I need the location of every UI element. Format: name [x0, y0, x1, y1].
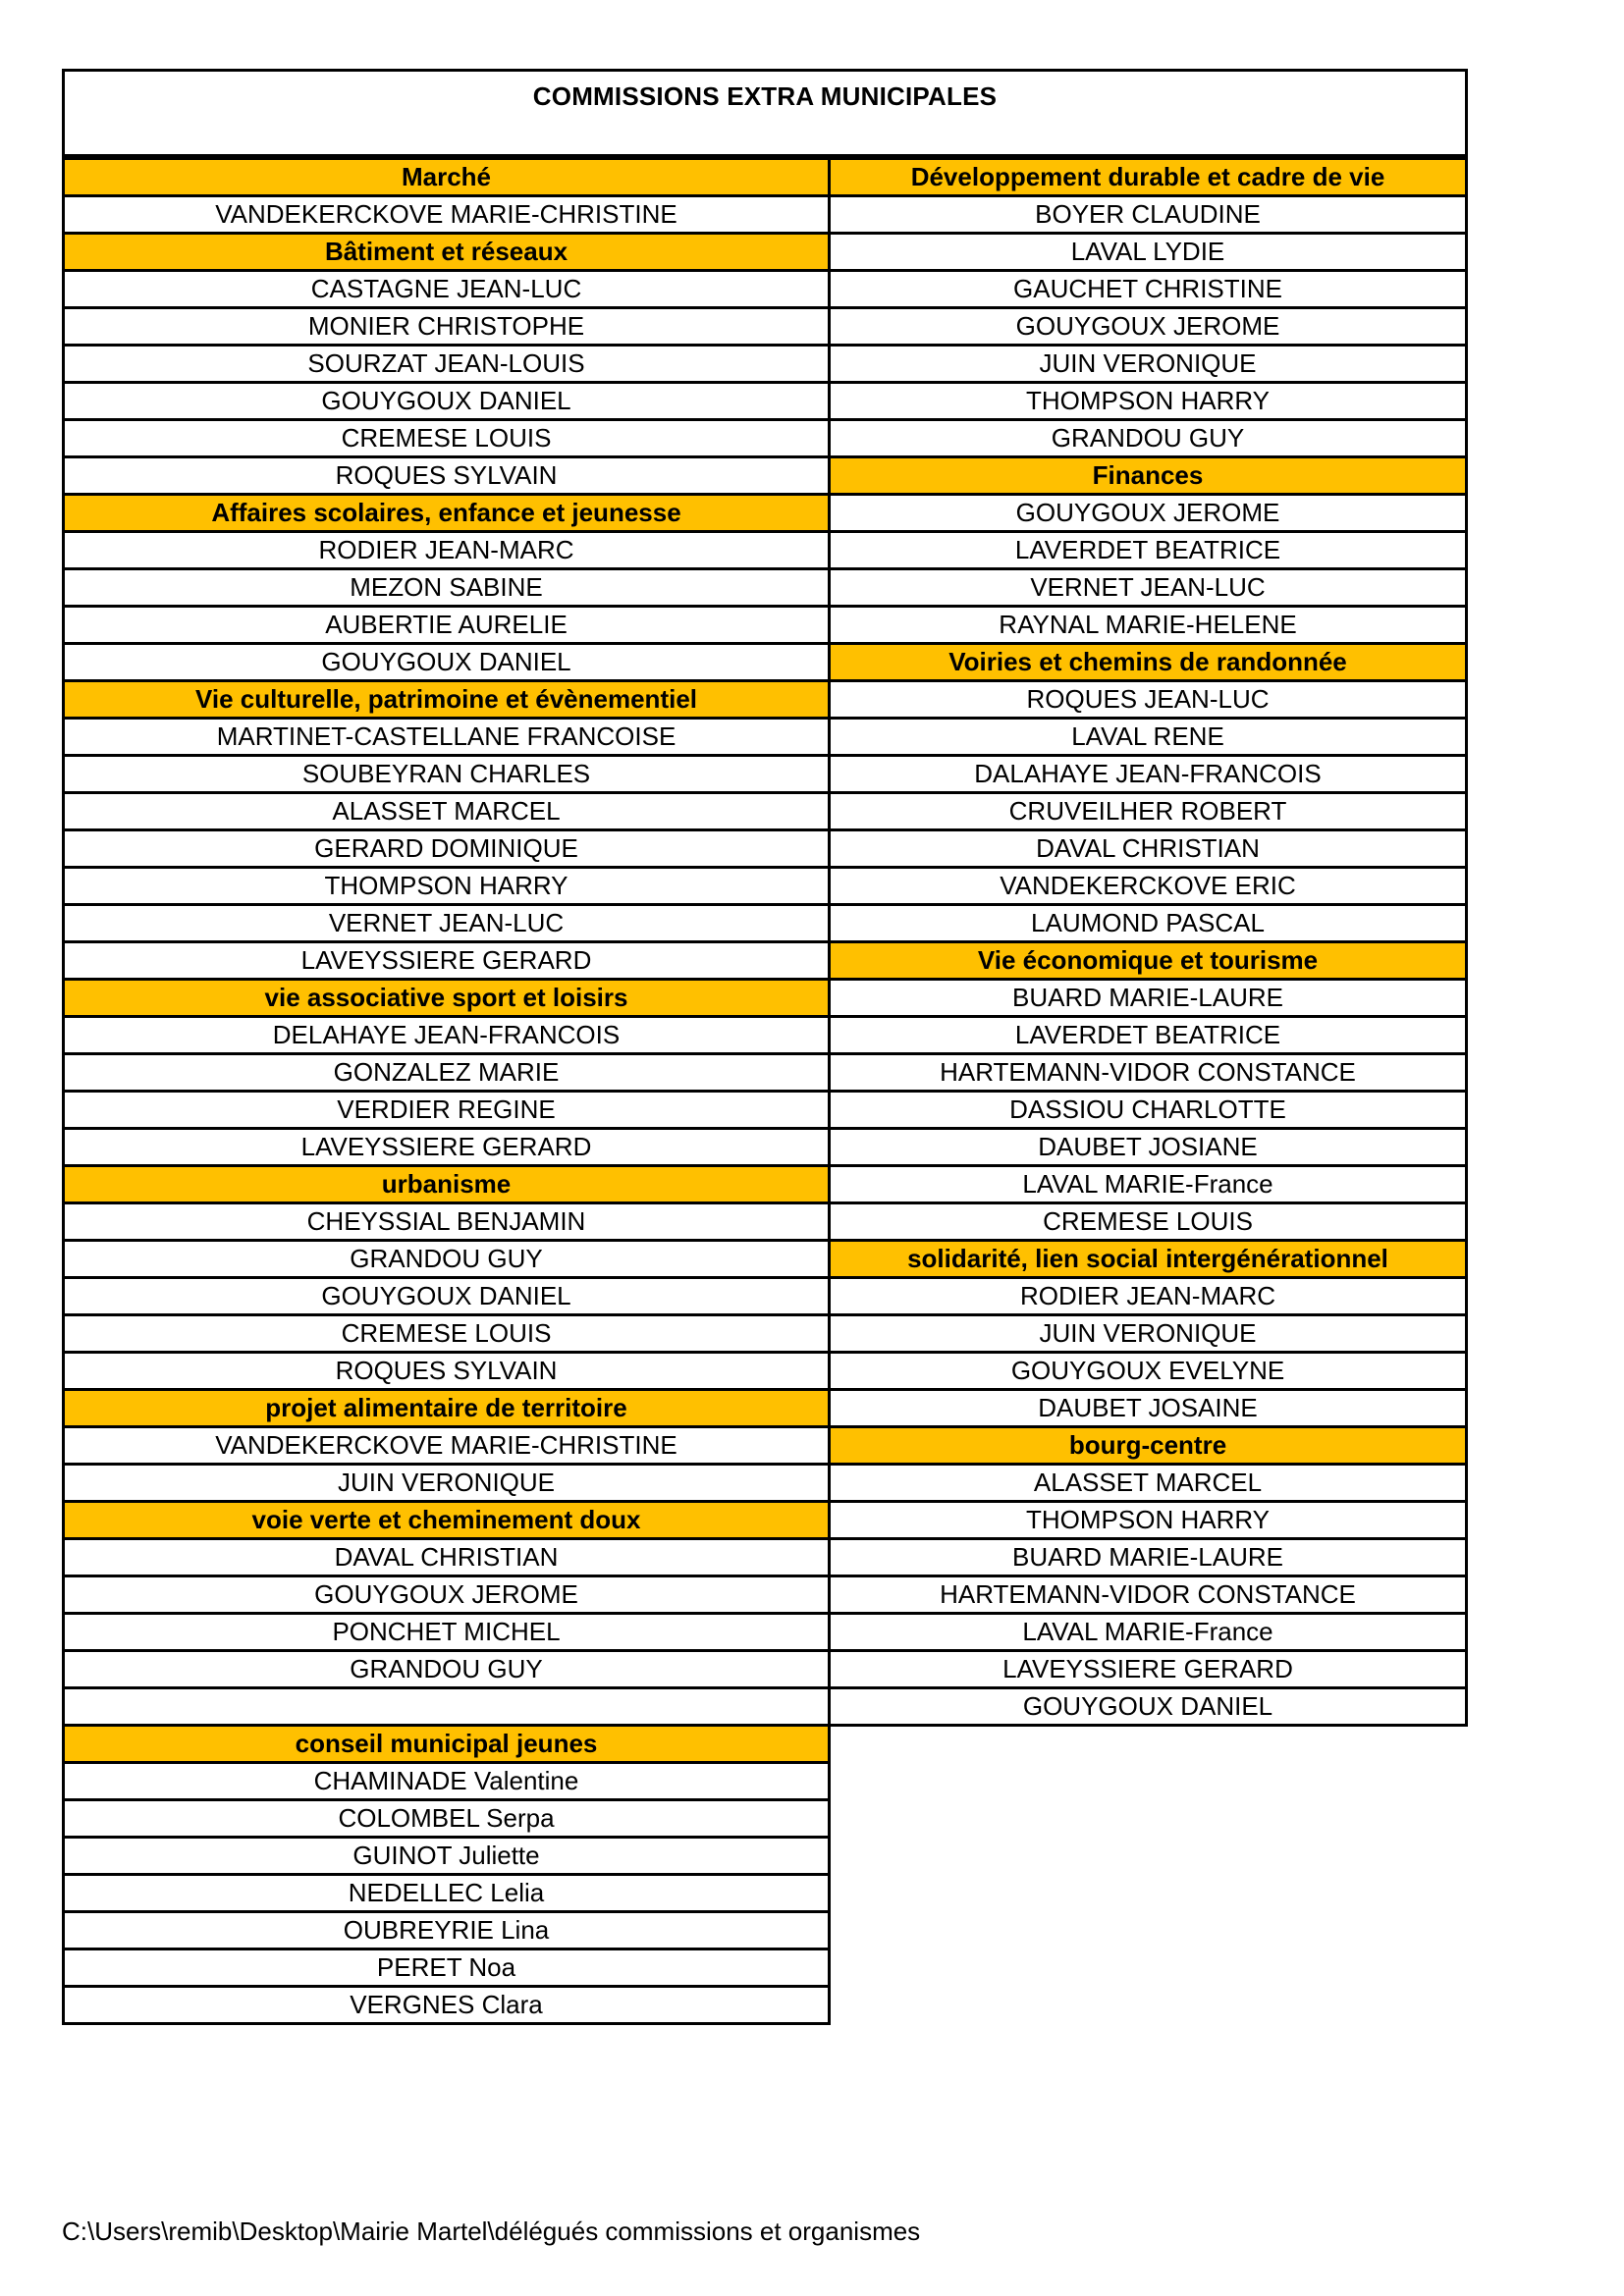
member-row: JUIN VERONIQUE [62, 1463, 831, 1503]
member-row: SOURZAT JEAN-LOUIS [62, 344, 831, 384]
member-row: GUINOT Juliette [62, 1836, 831, 1876]
member-row: GOUYGOUX DANIEL [828, 1686, 1468, 1727]
member-row: DELAHAYE JEAN-FRANCOIS [62, 1015, 831, 1055]
member-row: GOUYGOUX JEROME [62, 1575, 831, 1615]
file-path-footer: C:\Users\remib\Desktop\Mairie Martel\délégués commissions et organismes [62, 2216, 921, 2246]
member-row: GAUCHET CHRISTINE [828, 269, 1468, 309]
member-row: RODIER JEAN-MARC [62, 530, 831, 570]
member-row: ROQUES SYLVAIN [62, 455, 831, 496]
member-row: LAVAL LYDIE [828, 232, 1468, 272]
member-row: VERNET JEAN-LUC [828, 567, 1468, 608]
member-row: DALAHAYE JEAN-FRANCOIS [828, 754, 1468, 794]
member-row: DAUBET JOSIANE [828, 1127, 1468, 1167]
member-row: LAVERDET BEATRICE [828, 530, 1468, 570]
member-row: GOUYGOUX DANIEL [62, 381, 831, 421]
member-row: CHAMINADE Valentine [62, 1761, 831, 1801]
member-row: SOUBEYRAN CHARLES [62, 754, 831, 794]
member-row: LAVAL MARIE-France [828, 1612, 1468, 1652]
member-row: BOYER CLAUDINE [828, 194, 1468, 235]
member-row: MARTINET-CASTELLANE FRANCOISE [62, 717, 831, 757]
member-row: CASTAGNE JEAN-LUC [62, 269, 831, 309]
member-row: GRANDOU GUY [62, 1239, 831, 1279]
member-row: OUBREYRIE Lina [62, 1910, 831, 1950]
member-row: CREMESE LOUIS [828, 1201, 1468, 1242]
member-row: GOUYGOUX EVELYNE [828, 1351, 1468, 1391]
member-row: THOMPSON HARRY [828, 381, 1468, 421]
commission-header: Marché [62, 157, 831, 197]
member-row: VERDIER REGINE [62, 1090, 831, 1130]
member-row: GOUYGOUX DANIEL [62, 1276, 831, 1316]
commission-header: vie associative sport et loisirs [62, 978, 831, 1018]
member-row: CHEYSSIAL BENJAMIN [62, 1201, 831, 1242]
empty-row [62, 1686, 831, 1727]
member-row: LAUMOND PASCAL [828, 903, 1468, 943]
member-row: JUIN VERONIQUE [828, 1313, 1468, 1354]
member-row: VANDEKERCKOVE MARIE-CHRISTINE [62, 194, 831, 235]
member-row: ALASSET MARCEL [62, 791, 831, 831]
table-title-cell [62, 69, 1468, 157]
member-row: CREMESE LOUIS [62, 418, 831, 458]
commission-header: conseil municipal jeunes [62, 1724, 831, 1764]
commission-header: solidarité, lien social intergénérationnel [828, 1239, 1468, 1279]
member-row: DAVAL CHRISTIAN [62, 1537, 831, 1577]
page-title: COMMISSIONS EXTRA MUNICIPALES [532, 81, 998, 111]
member-row: GRANDOU GUY [62, 1649, 831, 1689]
member-row: GOUYGOUX JEROME [828, 306, 1468, 347]
member-row: PONCHET MICHEL [62, 1612, 831, 1652]
member-row: VANDEKERCKOVE ERIC [828, 866, 1468, 906]
left-column [62, 157, 831, 2025]
member-row: JUIN VERONIQUE [828, 344, 1468, 384]
commission-header: Voiries et chemins de randonnée [828, 642, 1468, 682]
member-row: LAVEYSSIERE GERARD [62, 940, 831, 981]
commission-header: Vie culturelle, patrimoine et évènementiel [62, 679, 831, 720]
member-row: HARTEMANN-VIDOR CONSTANCE [828, 1575, 1468, 1615]
member-row: GRANDOU GUY [828, 418, 1468, 458]
commission-header: Bâtiment et réseaux [62, 232, 831, 272]
member-row: CRUVEILHER ROBERT [828, 791, 1468, 831]
member-row: DAVAL CHRISTIAN [828, 828, 1468, 869]
member-row: COLOMBEL Serpa [62, 1798, 831, 1839]
member-row: DAUBET JOSAINE [828, 1388, 1468, 1428]
member-row: VERGNES Clara [62, 1985, 831, 2025]
member-row: BUARD MARIE-LAURE [828, 978, 1468, 1018]
commission-header: voie verte et cheminement doux [62, 1500, 831, 1540]
commission-header: urbanisme [62, 1164, 831, 1204]
member-row: LAVAL MARIE-France [828, 1164, 1468, 1204]
commission-header: bourg-centre [828, 1425, 1468, 1466]
member-row: LAVERDET BEATRICE [828, 1015, 1468, 1055]
member-row: MEZON SABINE [62, 567, 831, 608]
member-row: PERET Noa [62, 1948, 831, 1988]
member-row: VERNET JEAN-LUC [62, 903, 831, 943]
member-row: VANDEKERCKOVE MARIE-CHRISTINE [62, 1425, 831, 1466]
member-row: RODIER JEAN-MARC [828, 1276, 1468, 1316]
member-row: HARTEMANN-VIDOR CONSTANCE [828, 1052, 1468, 1093]
commission-header: Affaires scolaires, enfance et jeunesse [62, 493, 831, 533]
member-row: DASSIOU CHARLOTTE [828, 1090, 1468, 1130]
member-row: GERARD DOMINIQUE [62, 828, 831, 869]
member-row: ROQUES SYLVAIN [62, 1351, 831, 1391]
member-row: MONIER CHRISTOPHE [62, 306, 831, 347]
member-row: ALASSET MARCEL [828, 1463, 1468, 1503]
member-row: THOMPSON HARRY [62, 866, 831, 906]
member-row: NEDELLEC Lelia [62, 1873, 831, 1913]
member-row: LAVEYSSIERE GERARD [828, 1649, 1468, 1689]
member-row: GOUYGOUX DANIEL [62, 642, 831, 682]
right-column [828, 157, 1468, 1727]
member-row: ROQUES JEAN-LUC [828, 679, 1468, 720]
member-row: BUARD MARIE-LAURE [828, 1537, 1468, 1577]
commission-header: Vie économique et tourisme [828, 940, 1468, 981]
commission-header: Finances [828, 455, 1468, 496]
member-row: LAVAL RENE [828, 717, 1468, 757]
member-row: GOUYGOUX JEROME [828, 493, 1468, 533]
member-row: THOMPSON HARRY [828, 1500, 1468, 1540]
commission-header: projet alimentaire de territoire [62, 1388, 831, 1428]
member-row: RAYNAL MARIE-HELENE [828, 605, 1468, 645]
member-row: AUBERTIE AURELIE [62, 605, 831, 645]
commission-header: Développement durable et cadre de vie [828, 157, 1468, 197]
member-row: CREMESE LOUIS [62, 1313, 831, 1354]
member-row: LAVEYSSIERE GERARD [62, 1127, 831, 1167]
member-row: GONZALEZ MARIE [62, 1052, 831, 1093]
